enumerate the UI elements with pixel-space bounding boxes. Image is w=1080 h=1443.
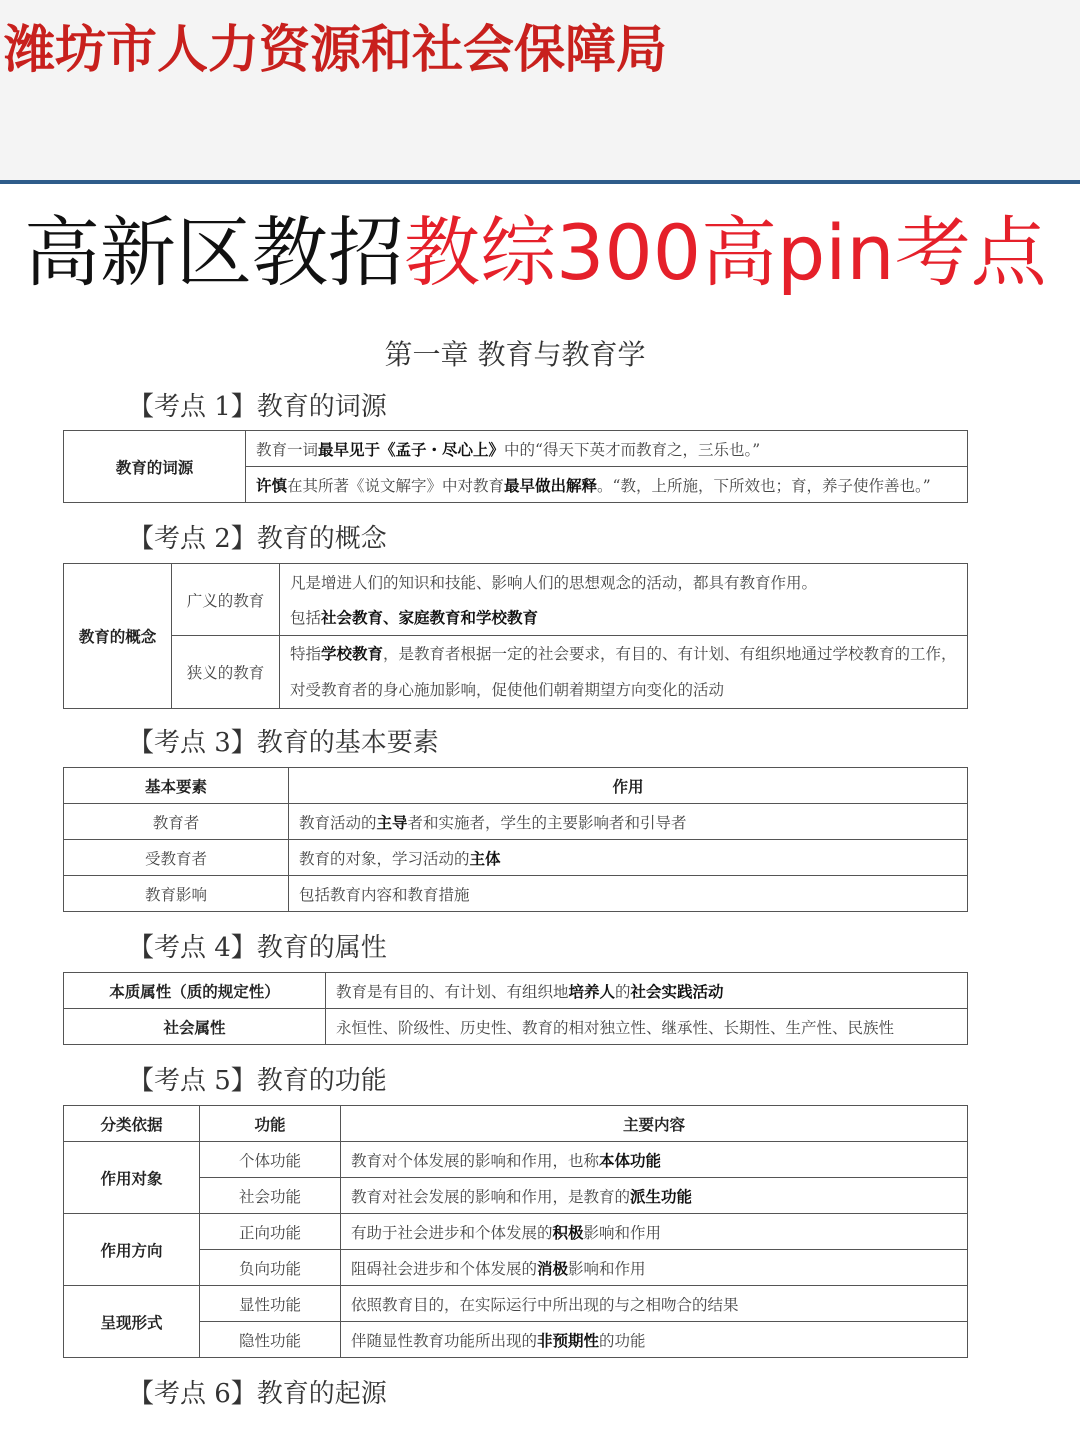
table-cell: 显性功能 — [200, 1286, 341, 1322]
table-functions — [63, 1105, 968, 1358]
table-cell: 教育活动的主导者和实施者，学生的主要影响者和引导者 — [289, 804, 968, 840]
section-title-4: 【考点 4】教育的属性 — [128, 933, 387, 963]
table-cell: 许慎在其所著《说文解字》中对教育最早做出解释。“教，上所施，下所效也；育，养子使作善也。” — [246, 467, 968, 503]
section-title-6: 【考点 6】教育的起源 — [128, 1379, 387, 1409]
column-header: 作用 — [289, 768, 968, 804]
table-cell: 受教育者 — [64, 840, 289, 876]
group-label: 作用对象 — [64, 1142, 200, 1214]
section-title-1: 【考点 1】教育的词源 — [128, 392, 387, 422]
table-cell: 有助于社会进步和个体发展的积极影响和作用 — [341, 1214, 968, 1250]
table-cell: 教育对个体发展的影响和作用，也称本体功能 — [341, 1142, 968, 1178]
section-title-5: 【考点 5】教育的功能 — [128, 1066, 387, 1096]
table-cell: 包括社会教育、家庭教育和学校教育 — [280, 600, 968, 636]
page-headline — [24, 208, 1047, 298]
banner-divider — [0, 180, 1080, 184]
column-header: 功能 — [200, 1106, 341, 1142]
table-cell: 隐性功能 — [200, 1322, 341, 1358]
section-title-2: 【考点 2】教育的概念 — [128, 524, 387, 554]
table-cell: 本质属性（质的规定性） — [64, 973, 326, 1009]
headline-black: 高新区教招 — [24, 208, 404, 297]
table-cell: 阻碍社会进步和个体发展的消极影响和作用 — [341, 1250, 968, 1286]
column-header: 基本要素 — [64, 768, 289, 804]
table-cell: 教育影响 — [64, 876, 289, 912]
table-cell: 教育一词最早见于《孟子・尽心上》中的“得天下英才而教育之，三乐也。” — [246, 431, 968, 467]
group-label: 作用方向 — [64, 1214, 200, 1286]
table-cell: 教育者 — [64, 804, 289, 840]
table-cell: 依照教育目的，在实际运行中所出现的与之相吻合的结果 — [341, 1286, 968, 1322]
header-banner — [0, 0, 1080, 180]
headline-red: 教综300高pin考点 — [404, 208, 1047, 297]
table-cell: 负向功能 — [200, 1250, 341, 1286]
table-cell: 包括教育内容和教育措施 — [289, 876, 968, 912]
table-cell: 凡是增进人们的知识和技能、影响人们的思想观念的活动，都具有教育作用。 — [280, 564, 968, 600]
table-concept — [63, 563, 968, 709]
table-cell: 永恒性、阶级性、历史性、教育的相对独立性、继承性、长期性、生产性、民族性 — [326, 1009, 968, 1045]
banner-title: 潍坊市人力资源和社会保障局 — [4, 21, 668, 80]
group-label: 呈现形式 — [64, 1286, 200, 1358]
chapter-title: 第一章 教育与教育学 — [384, 338, 646, 371]
row-sublabel: 狭义的教育 — [172, 636, 280, 709]
table-elements — [63, 767, 968, 912]
table-cell: 教育是有目的、有计划、有组织地培养人的社会实践活动 — [326, 973, 968, 1009]
row-label: 教育的概念 — [64, 564, 172, 709]
row-label: 教育的词源 — [64, 431, 246, 503]
table-cell: 教育的对象，学习活动的主体 — [289, 840, 968, 876]
table-cell: 伴随显性教育功能所出现的非预期性的功能 — [341, 1322, 968, 1358]
column-header: 分类依据 — [64, 1106, 200, 1142]
table-cell: 特指学校教育，是教育者根据一定的社会要求，有目的、有计划、有组织地通过学校教育的工作，对受教育者的身心施加影响，促使他们朝着期望方向变化的活动 — [280, 636, 968, 709]
column-header: 主要内容 — [341, 1106, 968, 1142]
table-attributes — [63, 972, 968, 1045]
section-title-3: 【考点 3】教育的基本要素 — [128, 728, 439, 758]
row-sublabel: 广义的教育 — [172, 564, 280, 636]
table-cell: 社会属性 — [64, 1009, 326, 1045]
table-cell: 社会功能 — [200, 1178, 341, 1214]
table-cell: 个体功能 — [200, 1142, 341, 1178]
table-cell: 正向功能 — [200, 1214, 341, 1250]
table-cell: 教育对社会发展的影响和作用，是教育的派生功能 — [341, 1178, 968, 1214]
table-etymology — [63, 430, 968, 503]
